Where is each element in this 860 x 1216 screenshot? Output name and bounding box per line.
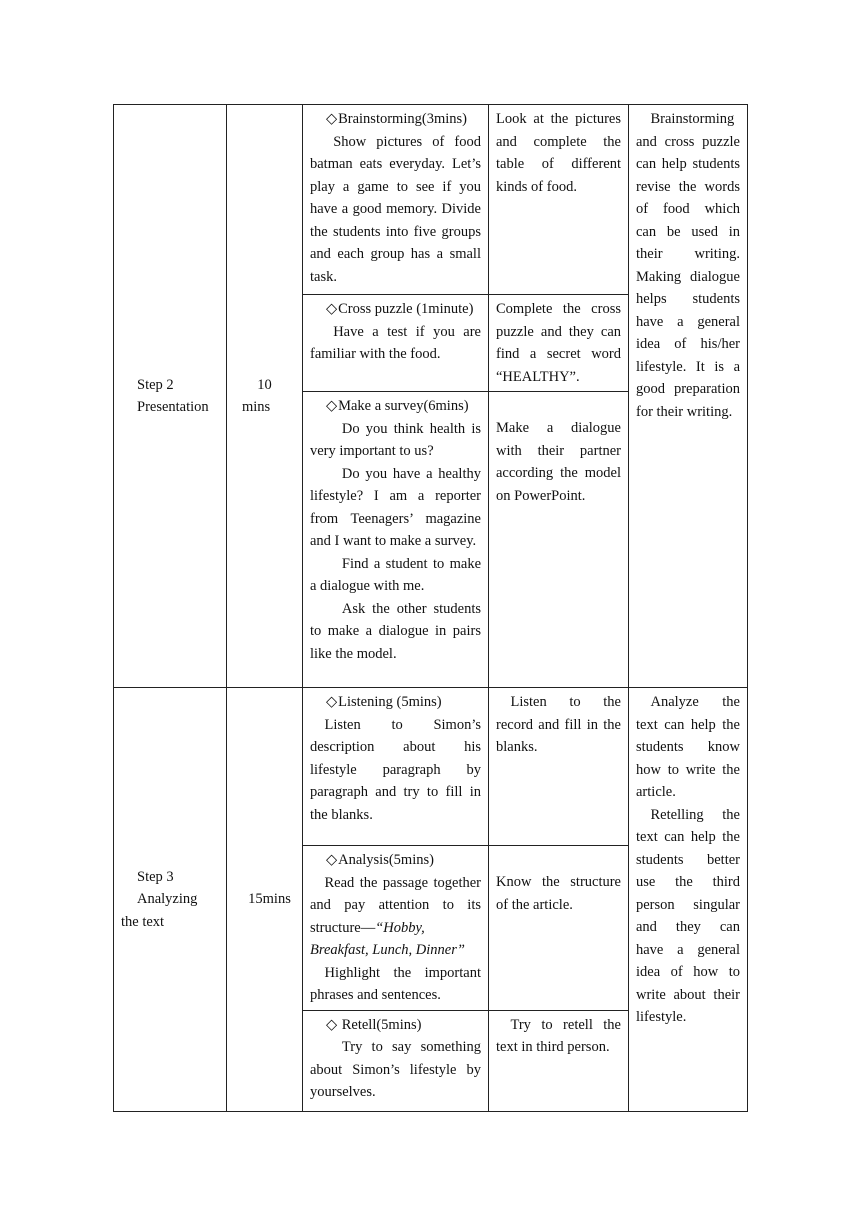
teacher-activity-text: Do you have a healthy lifestyle? I am a reporter from Teenagers’ magazine and I want to make a survey. [310, 465, 481, 549]
activity-title: ◇ Retell(5mins) [310, 1014, 481, 1037]
activity-title: ◇Listening (5mins) [310, 691, 481, 714]
teacher-activity-cell [303, 105, 489, 295]
activity-title: ◇Brainstorming(3mins) [310, 108, 481, 131]
purpose-text: Retelling the text can help the students better use the third person singular and they can have a general idea of how to write about their lifestyle. [636, 806, 740, 1025]
step-name: Presentation [137, 399, 209, 415]
time-cell [227, 105, 303, 688]
teacher-activity-cell [303, 688, 489, 846]
step-number: Step 3 [137, 868, 174, 885]
step-number: Step 2 [137, 376, 174, 393]
student-activity-cell [489, 1010, 629, 1111]
diamond-icon: ◇ [325, 111, 338, 127]
student-activity-text: Try to retell the text in third person. [496, 1016, 621, 1055]
purpose-cell [629, 688, 748, 1112]
teacher-activity-text: Try to say something about Simon’s lifestyle by yourselves. [310, 1039, 481, 1100]
teacher-activity-cell [303, 1010, 489, 1111]
teacher-activity-text: Show pictures of food batman eats everyday. Let’s play a game to see if you have a good memory. Divide the students into five groups and each group has a small task. [310, 133, 481, 285]
activity-title: ◇Cross puzzle (1minute) [310, 298, 481, 321]
diamond-icon: ◇ [325, 694, 338, 710]
teacher-activity-text: Do you think health is very important to us? [310, 420, 481, 459]
table-row [114, 105, 748, 295]
teacher-activity-cell [303, 846, 489, 1011]
step-name-continued: the text [121, 913, 165, 930]
teacher-activity-text: Read the passage together and pay attention to its structure—“Hobby, Breakfast, Lunch, Dinner” [310, 874, 481, 958]
teacher-activity-text: Listen to Simon’s description about his lifestyle paragraph by paragraph and try to fill in the blanks. [310, 716, 481, 823]
teacher-activity-text: Highlight the important phrases and sentences. [310, 964, 481, 1003]
student-activity-cell [489, 105, 629, 295]
diamond-icon: ◇ [325, 1016, 338, 1033]
student-activity-cell [489, 846, 629, 1011]
diamond-icon: ◇ [325, 852, 338, 868]
teacher-activity-text: Have a test if you are familiar with the food. [310, 323, 481, 362]
purpose-text: Analyze the text can help the students know how to write the article. [636, 694, 740, 800]
time-cell [227, 688, 303, 1112]
time-value: 10 [257, 376, 272, 393]
teacher-activity-cell [303, 295, 489, 392]
teacher-activity-text: Find a student to make a dialogue with me. [310, 555, 481, 594]
time-value: 15mins [248, 891, 291, 907]
lesson-plan-table [113, 104, 748, 1112]
student-activity-text: Make a dialogue with their partner according the model on PowerPoint. [496, 420, 621, 504]
student-activity-cell [489, 688, 629, 846]
purpose-cell [629, 105, 748, 688]
step-name: Analyzing [137, 891, 198, 907]
teacher-activity-cell [303, 392, 489, 688]
student-activity-text: Look at the pictures and complete the table of different kinds of food. [496, 111, 621, 195]
structure-italic-text: “Hobby, Breakfast, Lunch, Dinner” [310, 919, 465, 958]
table-row [114, 688, 748, 846]
student-activity-text: Know the structure of the article. [496, 874, 621, 913]
activity-title: ◇Make a survey(6mins) [310, 395, 481, 418]
purpose-text: Brainstorming and cross puzzle can help students revise the words of food which can be used in their writing. Making dialogue helps students have a general idea of his/her lifestyle. It is a good preparation for their writing. [636, 111, 740, 420]
diamond-icon: ◇ [325, 301, 338, 317]
step-cell [114, 105, 227, 688]
step-cell [114, 688, 227, 1112]
student-activity-text: Listen to the record and fill in the blanks. [496, 694, 621, 755]
student-activity-cell [489, 295, 629, 392]
time-unit: mins [242, 399, 271, 415]
student-activity-cell [489, 392, 629, 688]
teacher-activity-text: Ask the other students to make a dialogue in pairs like the model. [310, 600, 481, 662]
activity-title: ◇Analysis(5mins) [310, 849, 481, 872]
diamond-icon: ◇ [325, 398, 338, 414]
student-activity-text: Complete the cross puzzle and they can find a secret word “HEALTHY”. [496, 301, 621, 385]
